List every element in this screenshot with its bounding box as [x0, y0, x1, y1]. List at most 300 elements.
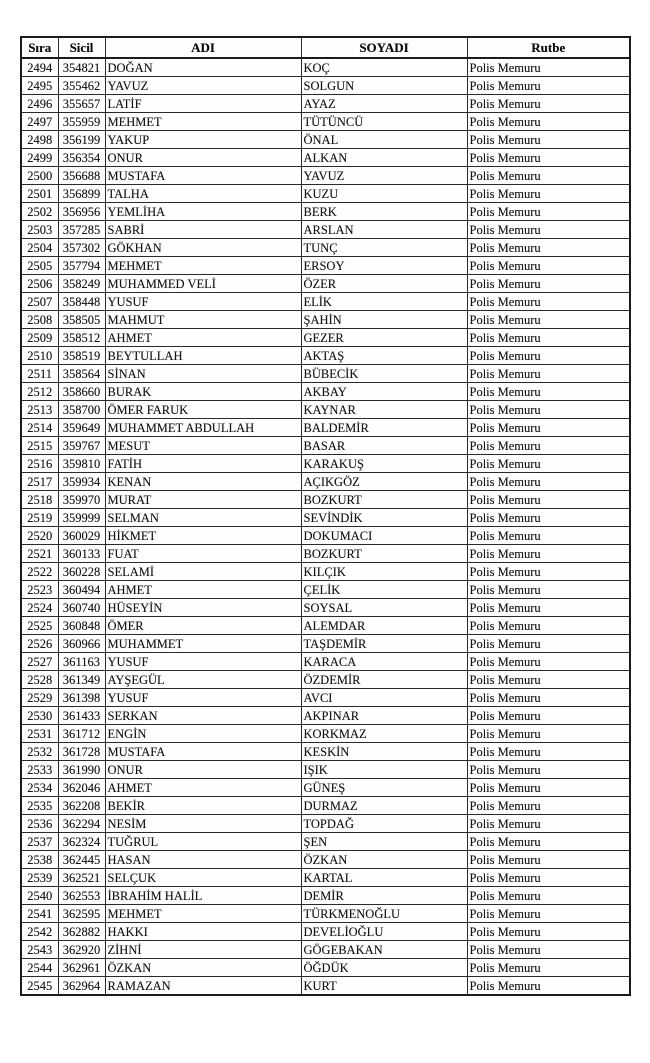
- cell-rutbe: Polis Memuru: [467, 887, 630, 905]
- table-row: [21, 761, 630, 779]
- cell-sicil: 360740: [58, 599, 105, 617]
- cell-rutbe: Polis Memuru: [467, 113, 630, 131]
- table-row: [21, 635, 630, 653]
- cell-soyadi: ARSLAN: [301, 221, 467, 239]
- cell-rutbe: Polis Memuru: [467, 923, 630, 941]
- table-row: [21, 959, 630, 977]
- cell-adi: ZİHNİ: [105, 941, 301, 959]
- table-row: [21, 527, 630, 545]
- cell-sira: 2522: [21, 563, 58, 581]
- cell-sicil: 362445: [58, 851, 105, 869]
- cell-sira: 2526: [21, 635, 58, 653]
- table-row: [21, 581, 630, 599]
- cell-sira: 2516: [21, 455, 58, 473]
- cell-soyadi: GEZER: [301, 329, 467, 347]
- cell-sicil: 359767: [58, 437, 105, 455]
- cell-soyadi: SEVİNDİK: [301, 509, 467, 527]
- cell-sira: 2498: [21, 131, 58, 149]
- cell-sira: 2503: [21, 221, 58, 239]
- table-row: [21, 455, 630, 473]
- cell-sicil: 361349: [58, 671, 105, 689]
- cell-soyadi: ALKAN: [301, 149, 467, 167]
- cell-soyadi: AVCI: [301, 689, 467, 707]
- cell-sicil: 361712: [58, 725, 105, 743]
- cell-sira: 2515: [21, 437, 58, 455]
- cell-adi: YUSUF: [105, 689, 301, 707]
- cell-adi: ÖMER: [105, 617, 301, 635]
- cell-sicil: 362964: [58, 977, 105, 996]
- cell-sicil: 355657: [58, 95, 105, 113]
- table-row: [21, 95, 630, 113]
- cell-rutbe: Polis Memuru: [467, 491, 630, 509]
- cell-sira: 2530: [21, 707, 58, 725]
- cell-adi: NESİM: [105, 815, 301, 833]
- cell-rutbe: Polis Memuru: [467, 797, 630, 815]
- cell-rutbe: Polis Memuru: [467, 77, 630, 95]
- table-row: [21, 401, 630, 419]
- cell-rutbe: Polis Memuru: [467, 851, 630, 869]
- table-row: [21, 779, 630, 797]
- cell-sicil: 356199: [58, 131, 105, 149]
- cell-soyadi: KARTAL: [301, 869, 467, 887]
- cell-sira: 2520: [21, 527, 58, 545]
- cell-adi: AHMET: [105, 779, 301, 797]
- cell-rutbe: Polis Memuru: [467, 383, 630, 401]
- cell-adi: SABRİ: [105, 221, 301, 239]
- table-row: [21, 311, 630, 329]
- table-row: [21, 941, 630, 959]
- table-row: [21, 869, 630, 887]
- cell-sicil: 357794: [58, 257, 105, 275]
- cell-rutbe: Polis Memuru: [467, 167, 630, 185]
- table-row: [21, 149, 630, 167]
- cell-soyadi: AKPINAR: [301, 707, 467, 725]
- cell-sicil: 360029: [58, 527, 105, 545]
- table-row: [21, 509, 630, 527]
- cell-rutbe: Polis Memuru: [467, 905, 630, 923]
- cell-adi: MEHMET: [105, 257, 301, 275]
- table-row: [21, 689, 630, 707]
- cell-soyadi: ÇELİK: [301, 581, 467, 599]
- cell-rutbe: Polis Memuru: [467, 725, 630, 743]
- cell-soyadi: BASAR: [301, 437, 467, 455]
- cell-soyadi: ALEMDAR: [301, 617, 467, 635]
- cell-sira: 2506: [21, 275, 58, 293]
- cell-sira: 2532: [21, 743, 58, 761]
- cell-adi: MUSTAFA: [105, 167, 301, 185]
- cell-sicil: 362208: [58, 797, 105, 815]
- cell-sicil: 362961: [58, 959, 105, 977]
- cell-rutbe: Polis Memuru: [467, 257, 630, 275]
- cell-sira: 2525: [21, 617, 58, 635]
- cell-rutbe: Polis Memuru: [467, 455, 630, 473]
- cell-sira: 2502: [21, 203, 58, 221]
- cell-sicil: 362324: [58, 833, 105, 851]
- cell-sicil: 361990: [58, 761, 105, 779]
- cell-rutbe: Polis Memuru: [467, 149, 630, 167]
- table-row: [21, 347, 630, 365]
- cell-adi: YAKUP: [105, 131, 301, 149]
- table-row: [21, 743, 630, 761]
- cell-rutbe: Polis Memuru: [467, 58, 630, 77]
- cell-sira: 2529: [21, 689, 58, 707]
- table-row: [21, 671, 630, 689]
- cell-sicil: 358448: [58, 293, 105, 311]
- cell-sira: 2510: [21, 347, 58, 365]
- cell-adi: MESUT: [105, 437, 301, 455]
- cell-soyadi: KUZU: [301, 185, 467, 203]
- cell-sira: 2540: [21, 887, 58, 905]
- cell-sicil: 359999: [58, 509, 105, 527]
- cell-sicil: 360966: [58, 635, 105, 653]
- cell-adi: FATİH: [105, 455, 301, 473]
- cell-soyadi: AÇIKGÖZ: [301, 473, 467, 491]
- cell-rutbe: Polis Memuru: [467, 671, 630, 689]
- cell-sira: 2543: [21, 941, 58, 959]
- cell-adi: AHMET: [105, 581, 301, 599]
- cell-sicil: 362553: [58, 887, 105, 905]
- cell-sira: 2495: [21, 77, 58, 95]
- cell-adi: ÖMER FARUK: [105, 401, 301, 419]
- cell-sicil: 358512: [58, 329, 105, 347]
- cell-adi: LATİF: [105, 95, 301, 113]
- cell-soyadi: BOZKURT: [301, 545, 467, 563]
- cell-sicil: 358564: [58, 365, 105, 383]
- cell-rutbe: Polis Memuru: [467, 239, 630, 257]
- table-row: [21, 185, 630, 203]
- cell-rutbe: Polis Memuru: [467, 365, 630, 383]
- cell-sicil: 359810: [58, 455, 105, 473]
- cell-rutbe: Polis Memuru: [467, 95, 630, 113]
- table-row: [21, 203, 630, 221]
- cell-sira: 2528: [21, 671, 58, 689]
- cell-soyadi: AKTAŞ: [301, 347, 467, 365]
- cell-rutbe: Polis Memuru: [467, 581, 630, 599]
- cell-sira: 2509: [21, 329, 58, 347]
- cell-sira: 2499: [21, 149, 58, 167]
- cell-adi: MUSTAFA: [105, 743, 301, 761]
- cell-soyadi: KORKMAZ: [301, 725, 467, 743]
- cell-soyadi: ERSOY: [301, 257, 467, 275]
- personnel-roster-table: [20, 36, 631, 996]
- cell-rutbe: Polis Memuru: [467, 617, 630, 635]
- cell-soyadi: ŞAHİN: [301, 311, 467, 329]
- cell-adi: MEHMET: [105, 113, 301, 131]
- cell-soyadi: ÖZER: [301, 275, 467, 293]
- cell-sira: 2533: [21, 761, 58, 779]
- table-row: [21, 437, 630, 455]
- cell-adi: MUHAMMET ABDULLAH: [105, 419, 301, 437]
- cell-sicil: 358660: [58, 383, 105, 401]
- cell-sicil: 359649: [58, 419, 105, 437]
- cell-sira: 2496: [21, 95, 58, 113]
- header-rutbe: Rutbe: [467, 37, 630, 58]
- cell-adi: FUAT: [105, 545, 301, 563]
- table-row: [21, 221, 630, 239]
- cell-sira: 2511: [21, 365, 58, 383]
- table-row: [21, 887, 630, 905]
- cell-adi: TUĞRUL: [105, 833, 301, 851]
- cell-rutbe: Polis Memuru: [467, 941, 630, 959]
- cell-rutbe: Polis Memuru: [467, 635, 630, 653]
- table-row: [21, 58, 630, 77]
- cell-sicil: 361398: [58, 689, 105, 707]
- cell-soyadi: YAVUZ: [301, 167, 467, 185]
- cell-sicil: 357302: [58, 239, 105, 257]
- cell-sicil: 357285: [58, 221, 105, 239]
- cell-soyadi: BÜBECİK: [301, 365, 467, 383]
- cell-sicil: 362046: [58, 779, 105, 797]
- cell-adi: HÜSEYİN: [105, 599, 301, 617]
- table-row: [21, 617, 630, 635]
- cell-soyadi: GÜNEŞ: [301, 779, 467, 797]
- cell-sira: 2500: [21, 167, 58, 185]
- cell-rutbe: Polis Memuru: [467, 653, 630, 671]
- cell-adi: YUSUF: [105, 293, 301, 311]
- cell-soyadi: TOPDAĞ: [301, 815, 467, 833]
- cell-sira: 2501: [21, 185, 58, 203]
- cell-soyadi: ÖZKAN: [301, 851, 467, 869]
- cell-soyadi: ÖNAL: [301, 131, 467, 149]
- cell-adi: SİNAN: [105, 365, 301, 383]
- cell-adi: DOĞAN: [105, 58, 301, 77]
- cell-rutbe: Polis Memuru: [467, 869, 630, 887]
- cell-sicil: 362882: [58, 923, 105, 941]
- cell-sicil: 359934: [58, 473, 105, 491]
- cell-rutbe: Polis Memuru: [467, 437, 630, 455]
- cell-sira: 2538: [21, 851, 58, 869]
- cell-sira: 2494: [21, 58, 58, 77]
- cell-sicil: 358700: [58, 401, 105, 419]
- cell-sira: 2524: [21, 599, 58, 617]
- cell-soyadi: KAYNAR: [301, 401, 467, 419]
- header-adi: ADI: [105, 37, 301, 58]
- table-row: [21, 113, 630, 131]
- table-row: [21, 563, 630, 581]
- cell-soyadi: KURT: [301, 977, 467, 996]
- cell-sira: 2531: [21, 725, 58, 743]
- cell-sira: 2523: [21, 581, 58, 599]
- table-row: [21, 419, 630, 437]
- table-row: [21, 653, 630, 671]
- table-body: [21, 58, 630, 995]
- cell-adi: MURAT: [105, 491, 301, 509]
- cell-sira: 2504: [21, 239, 58, 257]
- table-row: [21, 365, 630, 383]
- cell-soyadi: SOLGUN: [301, 77, 467, 95]
- cell-adi: RAMAZAN: [105, 977, 301, 996]
- cell-soyadi: DEMİR: [301, 887, 467, 905]
- cell-sira: 2541: [21, 905, 58, 923]
- cell-adi: MAHMUT: [105, 311, 301, 329]
- table-row: [21, 491, 630, 509]
- cell-sira: 2508: [21, 311, 58, 329]
- cell-rutbe: Polis Memuru: [467, 761, 630, 779]
- cell-sicil: 361433: [58, 707, 105, 725]
- cell-adi: BEYTULLAH: [105, 347, 301, 365]
- cell-soyadi: BOZKURT: [301, 491, 467, 509]
- table-row: [21, 725, 630, 743]
- cell-sicil: 358505: [58, 311, 105, 329]
- cell-adi: TALHA: [105, 185, 301, 203]
- cell-sicil: 360133: [58, 545, 105, 563]
- cell-adi: SERKAN: [105, 707, 301, 725]
- cell-sicil: 356899: [58, 185, 105, 203]
- table-row: [21, 77, 630, 95]
- cell-rutbe: Polis Memuru: [467, 599, 630, 617]
- cell-sira: 2544: [21, 959, 58, 977]
- cell-rutbe: Polis Memuru: [467, 509, 630, 527]
- cell-soyadi: DEVELİOĞLU: [301, 923, 467, 941]
- cell-adi: AHMET: [105, 329, 301, 347]
- cell-sira: 2517: [21, 473, 58, 491]
- cell-sicil: 361728: [58, 743, 105, 761]
- cell-sicil: 362294: [58, 815, 105, 833]
- cell-rutbe: Polis Memuru: [467, 221, 630, 239]
- cell-rutbe: Polis Memuru: [467, 545, 630, 563]
- table-row: [21, 797, 630, 815]
- cell-rutbe: Polis Memuru: [467, 329, 630, 347]
- cell-sicil: 356688: [58, 167, 105, 185]
- cell-sira: 2542: [21, 923, 58, 941]
- cell-soyadi: BERK: [301, 203, 467, 221]
- cell-soyadi: KARAKUŞ: [301, 455, 467, 473]
- table-row: [21, 833, 630, 851]
- cell-sicil: 358519: [58, 347, 105, 365]
- cell-rutbe: Polis Memuru: [467, 959, 630, 977]
- cell-adi: YAVUZ: [105, 77, 301, 95]
- table-row: [21, 545, 630, 563]
- cell-soyadi: KILÇIK: [301, 563, 467, 581]
- cell-adi: MUHAMMET: [105, 635, 301, 653]
- cell-rutbe: Polis Memuru: [467, 563, 630, 581]
- cell-soyadi: KOÇ: [301, 58, 467, 77]
- cell-sicil: 355462: [58, 77, 105, 95]
- cell-adi: SELAMİ: [105, 563, 301, 581]
- cell-sicil: 361163: [58, 653, 105, 671]
- cell-sira: 2505: [21, 257, 58, 275]
- table-row: [21, 599, 630, 617]
- cell-sira: 2527: [21, 653, 58, 671]
- cell-sira: 2519: [21, 509, 58, 527]
- cell-rutbe: Polis Memuru: [467, 311, 630, 329]
- table-row: [21, 977, 630, 996]
- cell-soyadi: KARACA: [301, 653, 467, 671]
- table-row: [21, 167, 630, 185]
- cell-rutbe: Polis Memuru: [467, 689, 630, 707]
- cell-soyadi: TAŞDEMİR: [301, 635, 467, 653]
- table-row: [21, 239, 630, 257]
- cell-soyadi: TÜRKMENOĞLU: [301, 905, 467, 923]
- cell-soyadi: GÖGEBAKAN: [301, 941, 467, 959]
- cell-sira: 2512: [21, 383, 58, 401]
- cell-soyadi: ELİK: [301, 293, 467, 311]
- cell-soyadi: ŞEN: [301, 833, 467, 851]
- cell-sicil: 358249: [58, 275, 105, 293]
- table-row: [21, 383, 630, 401]
- table-row: [21, 329, 630, 347]
- cell-adi: MUHAMMED VELİ: [105, 275, 301, 293]
- cell-soyadi: SOYSAL: [301, 599, 467, 617]
- cell-rutbe: Polis Memuru: [467, 527, 630, 545]
- cell-adi: YEMLİHA: [105, 203, 301, 221]
- cell-adi: GÖKHAN: [105, 239, 301, 257]
- cell-adi: ÖZKAN: [105, 959, 301, 977]
- cell-sira: 2513: [21, 401, 58, 419]
- cell-sira: 2534: [21, 779, 58, 797]
- table-row: [21, 473, 630, 491]
- cell-rutbe: Polis Memuru: [467, 833, 630, 851]
- cell-sicil: 359970: [58, 491, 105, 509]
- table-row: [21, 275, 630, 293]
- cell-sira: 2535: [21, 797, 58, 815]
- table-row: [21, 257, 630, 275]
- cell-soyadi: AKBAY: [301, 383, 467, 401]
- table-row: [21, 923, 630, 941]
- cell-sicil: 360494: [58, 581, 105, 599]
- cell-rutbe: Polis Memuru: [467, 203, 630, 221]
- cell-rutbe: Polis Memuru: [467, 707, 630, 725]
- cell-sicil: 362521: [58, 869, 105, 887]
- cell-soyadi: AYAZ: [301, 95, 467, 113]
- cell-sira: 2521: [21, 545, 58, 563]
- table-row: [21, 707, 630, 725]
- table-row: [21, 905, 630, 923]
- cell-sira: 2514: [21, 419, 58, 437]
- table-row: [21, 131, 630, 149]
- cell-sira: 2518: [21, 491, 58, 509]
- cell-adi: BEKİR: [105, 797, 301, 815]
- cell-rutbe: Polis Memuru: [467, 401, 630, 419]
- cell-adi: HAKKI: [105, 923, 301, 941]
- cell-soyadi: DURMAZ: [301, 797, 467, 815]
- cell-rutbe: Polis Memuru: [467, 293, 630, 311]
- cell-sira: 2545: [21, 977, 58, 996]
- cell-sira: 2497: [21, 113, 58, 131]
- cell-soyadi: TÜTÜNCÜ: [301, 113, 467, 131]
- cell-soyadi: ÖĞDÜK: [301, 959, 467, 977]
- cell-soyadi: ÖZDEMİR: [301, 671, 467, 689]
- cell-adi: ONUR: [105, 761, 301, 779]
- cell-rutbe: Polis Memuru: [467, 815, 630, 833]
- header-sicil: Sicil: [58, 37, 105, 58]
- cell-soyadi: DOKUMACI: [301, 527, 467, 545]
- cell-rutbe: Polis Memuru: [467, 275, 630, 293]
- cell-sicil: 356956: [58, 203, 105, 221]
- cell-adi: ENGİN: [105, 725, 301, 743]
- cell-adi: İBRAHİM HALİL: [105, 887, 301, 905]
- cell-rutbe: Polis Memuru: [467, 185, 630, 203]
- cell-adi: YUSUF: [105, 653, 301, 671]
- cell-sira: 2507: [21, 293, 58, 311]
- cell-rutbe: Polis Memuru: [467, 131, 630, 149]
- cell-sicil: 360228: [58, 563, 105, 581]
- cell-sira: 2536: [21, 815, 58, 833]
- cell-sicil: 362920: [58, 941, 105, 959]
- cell-adi: BURAK: [105, 383, 301, 401]
- cell-sira: 2539: [21, 869, 58, 887]
- cell-rutbe: Polis Memuru: [467, 419, 630, 437]
- cell-rutbe: Polis Memuru: [467, 347, 630, 365]
- cell-adi: MEHMET: [105, 905, 301, 923]
- cell-rutbe: Polis Memuru: [467, 743, 630, 761]
- table-row: [21, 851, 630, 869]
- cell-adi: HİKMET: [105, 527, 301, 545]
- cell-adi: KENAN: [105, 473, 301, 491]
- cell-adi: ONUR: [105, 149, 301, 167]
- cell-soyadi: BALDEMİR: [301, 419, 467, 437]
- cell-adi: AYŞEGÜL: [105, 671, 301, 689]
